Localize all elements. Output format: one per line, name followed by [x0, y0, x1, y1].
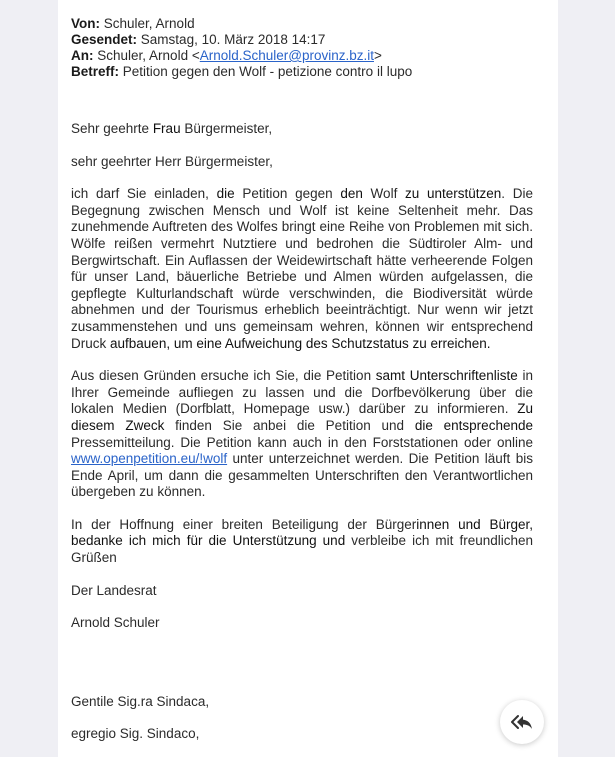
- sent-label: Gesendet:: [71, 32, 138, 47]
- reply-all-icon: [511, 714, 533, 730]
- petition-link[interactable]: www.openpetition.eu/!wolf: [71, 451, 228, 467]
- p2-d: Zu diesem Zweck: [71, 401, 533, 433]
- salutation-italian-2: egregio Sig. Sindaco,: [71, 726, 200, 742]
- to-close: >: [374, 48, 382, 63]
- p1-b: die: [216, 186, 235, 202]
- p1-f: zu unterstützen: [405, 186, 502, 202]
- subject-value: Petition gegen den Wolf - petizione contro il lupo: [122, 64, 413, 79]
- closing-signature: Arnold Schuler: [71, 615, 160, 631]
- closing-title: Der Landesrat: [71, 582, 157, 598]
- p1-h: aufbauen, um eine Aufweichung des Schutzstatus zu erreichen.: [110, 335, 491, 351]
- to-email-link[interactable]: Arnold.Schuler@provinz.bz.it: [199, 48, 374, 63]
- from-value: Schuler, Arnold: [103, 16, 195, 31]
- p1-a: ich darf Sie einladen,: [71, 186, 217, 202]
- from-row: [71, 16, 541, 32]
- paragraph-1: [71, 186, 533, 352]
- subject-label: Betreff:: [71, 64, 120, 79]
- to-name: Schuler, Arnold <: [97, 48, 200, 63]
- p2-e: finden Sie anbei die Petition und: [164, 417, 415, 433]
- p1-d: den: [340, 186, 363, 202]
- p2-c: in Ihrer Gemeinde aufliegen zu lassen und die Dorfbevölkerung über die lokalen Medien (Dorfblatt, Homepage usw.) darüber zu informieren.: [71, 368, 533, 417]
- salutation-german-2: sehr geehrter Herr Bürgermeister,: [71, 153, 273, 169]
- to-label: An:: [71, 48, 94, 63]
- paragraph-3: [71, 517, 533, 567]
- email-body: [71, 121, 533, 743]
- subject-row: [71, 64, 541, 80]
- reply-all-button[interactable]: [500, 700, 544, 744]
- salutation-italian-1: Gentile Sig.ra Sindaca,: [71, 693, 210, 709]
- p2-g: Pressemitteilung. Die Petition kann auch in den Forststationen oder online: [71, 434, 533, 450]
- salutation-german-1: [71, 121, 533, 138]
- to-row: [71, 48, 541, 64]
- sent-value: Samstag, 10. März 2018 14:17: [140, 32, 326, 47]
- email-header: [71, 16, 541, 80]
- salutation-1-part-b: Frau: [152, 121, 181, 136]
- p1-c: Petition gegen: [234, 186, 341, 202]
- p2-f: die entsprechende: [414, 417, 533, 433]
- p3-b: innen und Bürger, bedanke ich mich für die Unterstützung und: [71, 516, 533, 549]
- p1-g: . Die Begegnung zwischen Mensch und Wolf ist keine Seltenheit mehr. Das zunehmende Auftreten des Wolfes bringt eine Reihe von Problemen mit sich. Wölfe reißen vermehrt Nutztiere und bedrohen die Südtiroler Alm- und Bergwirtschaft. Ein Auflassen der Weidewirtschaft hätte verheerende Folgen für unser Land, bäuerliche Betriebe und Almen würden aufgelassen, die gepflegte Kulturlandschaft würde verschwinden, die Biodiversität würde abnehmen und der Tourismus erheblich beeinträchtigt. Nur wenn wir jetzt zusammenstehen und uns gemeinsam wehren, können wir entsprechend Druck: [71, 186, 533, 351]
- p3-c: verbleibe ich mit freundlichen Grüßen: [71, 533, 533, 566]
- sent-row: [71, 32, 541, 48]
- salutation-1-part-a: Sehr geehrte: [71, 121, 153, 136]
- p1-e: Wolf: [362, 186, 406, 202]
- p3-a: In der Hoffnung einer breiten Beteiligung der Bürger: [71, 516, 417, 532]
- p2-h: unter unterzeichnet werden. Die Petition läuft bis Ende April, um dann die gesammelten Unterschriften den Verantwortlichen übergeben zu können.: [71, 451, 533, 500]
- paragraph-2: [71, 368, 533, 501]
- p2-a: Aus diesen Gründen ersuche ich Sie, die Petition: [71, 368, 376, 384]
- p2-b: samt Unterschriftenliste: [375, 368, 518, 384]
- from-label: Von:: [71, 16, 100, 31]
- salutation-1-part-c: Bürgermeister,: [180, 121, 273, 136]
